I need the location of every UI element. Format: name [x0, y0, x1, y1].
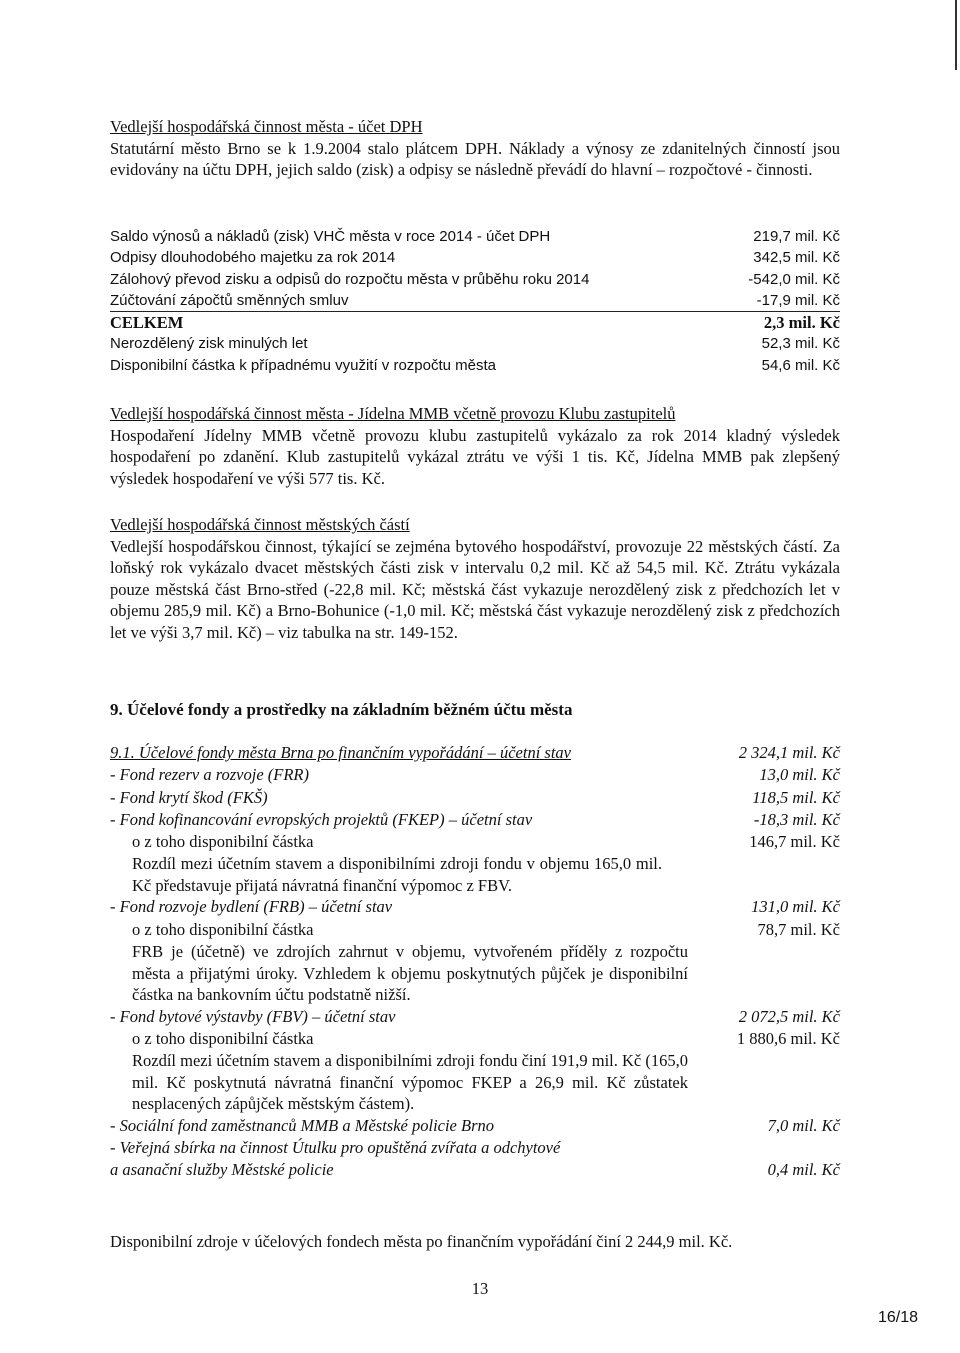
fund-disp-label: o z toho disponibilní částka	[132, 1028, 314, 1048]
fund-value: 13,0 mil. Kč	[759, 765, 840, 785]
fund-label: - Fond rozvoje bydlení (FRB) – účetní stav	[110, 897, 393, 917]
fund-disp-value: 1 880,6 mil. Kč	[736, 1028, 840, 1048]
dph-heading: Vedlejší hospodářská činnost města - účet DPH	[110, 117, 423, 136]
scan-edge-line	[955, 0, 957, 70]
dph-section	[110, 116, 840, 181]
fund-disp-label: o z toho disponibilní částka	[132, 919, 314, 939]
dph-row-value: -17,9 mil. Kč	[756, 291, 840, 309]
fund-row-vsb-line1	[110, 1137, 840, 1159]
funds-subheading-row	[110, 742, 840, 764]
dph-total-value: 2,3 mil. Kč	[763, 313, 840, 333]
jidelna-heading: Vedlejší hospodářská činnost města - Jídelna MMB včetně provozu Klubu zastupitelů	[110, 404, 676, 423]
fund-label: - Fond rezerv a rozvoje (FRR)	[110, 765, 310, 785]
dph-row	[110, 290, 840, 312]
fund-disp-label: o z toho disponibilní částka	[132, 832, 314, 852]
fund-row-frb-disp	[110, 919, 840, 941]
dph-row	[110, 269, 840, 290]
jidelna-section	[110, 403, 840, 489]
fund-row-frb	[110, 896, 840, 918]
funds-total-value: 2 324,1 mil. Kč	[738, 743, 840, 762]
fund-value: 2 072,5 mil. Kč	[738, 1006, 840, 1026]
dph-row-value: 52,3 mil. Kč	[761, 335, 840, 353]
dph-row-label: Zúčtování zápočtů směnných smluv	[110, 291, 349, 309]
fund-row-fbv-disp	[110, 1028, 840, 1050]
dph-row-label: Nerozdělený zisk minulých let	[110, 335, 308, 353]
fund-label: a asanační služby Městské policie	[110, 1160, 334, 1180]
casti-paragraph: Vedlejší hospodářskou činnost, týkající se zejména bytového hospodářství, provozuje 22 městských částí. Za loňský rok vykázalo dvacet městských části zisk v intervalu 0,2 mil. Kč až 54,5 mil. Kč. Ztrátu vykázala pouze městská část Brno-střed (-22,8 mil. Kč; městská část vykazuje nerozdělený zisk z předchozích let v objemu 285,9 mil. Kč) a Brno-Bohunice (-1,0 mil. Kč; městská část vykazuje nerozdělený zisk z předchozích let ve výši 3,7 mil. Kč) – viz tabulka na str. 149-152.	[110, 536, 840, 642]
jidelna-paragraph: Hospodaření Jídelny MMB včetně provozu klubu zastupitelů vykázalo za rok 2014 kladný výsledek hospodaření po zdanění. Klub zastupitelů vykázal ztrátu ve výši 1 tis. Kč, Jídelna MMB pak zlepšený výsledek hospodaření ve výši 577 tis. Kč.	[110, 425, 840, 488]
fund-label: - Fond bytové výstavby (FBV) – účetní stav	[110, 1006, 396, 1026]
fund-row-fbv	[110, 1006, 840, 1028]
dph-total-label: CELKEM	[110, 313, 184, 333]
fund-value: 131,0 mil. Kč	[751, 897, 840, 917]
fund-row-fkep-disp	[110, 831, 840, 853]
fund-row-fkep	[110, 809, 840, 831]
fund-row-frr	[110, 764, 840, 786]
fund-row-fks	[110, 787, 840, 809]
fund-label: - Sociální fond zaměstnanců MMB a Městské policie Brno	[110, 1115, 495, 1135]
fund-value: -18,3 mil. Kč	[753, 809, 840, 829]
dph-row-label: Disponibilní částka k případnému využití v rozpočtu města	[110, 356, 497, 374]
fund-label: - Veřejná sbírka na činnost Útulku pro opuštěná zvířata a odchytové	[110, 1137, 561, 1157]
sheet-number: 16/18	[877, 1309, 918, 1326]
fund-row-sfz	[110, 1115, 840, 1137]
dph-row	[110, 247, 840, 268]
dph-row	[110, 226, 840, 247]
fund-disp-value: 146,7 mil. Kč	[749, 832, 840, 852]
fund-disp-value: 78,7 mil. Kč	[757, 919, 840, 939]
funds-subheading: 9.1. Účelové fondy města Brna po finančním vypořádání – účetní stav	[110, 743, 571, 762]
dph-row-label: Odpisy dlouhodobého majetku za rok 2014	[110, 249, 396, 267]
dph-paragraph: Statutární město Brno se k 1.9.2004 stalo plátcem DPH. Náklady a výnosy ze zdanitelných činností jsou evidovány na účtu DPH, jejich saldo (zisk) a odpisy se následně převádí do hlavní – rozpočtové - činnosti.	[110, 138, 840, 179]
casti-heading: Vedlejší hospodářská činnost městských částí	[110, 515, 410, 534]
fund-value: 118,5 mil. Kč	[752, 787, 840, 807]
fund-label: - Fond krytí škod (FKŠ)	[110, 787, 268, 807]
dph-row-value: 342,5 mil. Kč	[753, 249, 840, 267]
fund-row-vsb	[110, 1159, 840, 1181]
dph-row-label: Saldo výnosů a nákladů (zisk) VHČ města v roce 2014 - účet DPH	[110, 228, 551, 245]
funds-list	[110, 742, 840, 1182]
dph-row	[110, 333, 840, 354]
dph-row-label: Zálohový převod zisku a odpisů do rozpočtu města v průběhu roku 2014	[110, 270, 590, 288]
fund-value: 0,4 mil. Kč	[767, 1160, 840, 1180]
dph-row-value: 219,7 mil. Kč	[753, 228, 840, 245]
dph-row-value: -542,0 mil. Kč	[748, 270, 840, 288]
dph-table	[110, 226, 840, 376]
funds-summary: Disponibilní zdroje v účelových fondech města po finančním vypořádání činí 2 244,9 mil. Kč.	[110, 1232, 733, 1251]
fund-note-fbv: Rozdíl mezi účetním stavem a disponibilními zdroji fondu činí 191,9 mil. Kč (165,0 mil. Kč poskytnutá návratná finanční výpomoc FKEP a 26,9 mil. Kč zůstatek nesplacených zápůjček městským částem).	[132, 1051, 688, 1114]
fund-label: - Fond kofinancování evropských projektů (FKEP) – účetní stav	[110, 809, 533, 829]
page-number: 13	[471, 1279, 489, 1298]
fund-note-fkep: Rozdíl mezi účetním stavem a disponibilními zdroji fondu v objemu 165,0 mil. Kč představuje přijatá návratná finanční výpomoc z FBV.	[132, 854, 662, 895]
dph-row	[110, 355, 840, 376]
dph-row-value: 54,6 mil. Kč	[761, 356, 840, 374]
fund-value: 7,0 mil. Kč	[767, 1115, 840, 1135]
casti-section	[110, 514, 840, 643]
section9-heading: 9. Účelové fondy a prostředky na základním běžném účtu města	[110, 700, 573, 719]
dph-total-row	[110, 312, 840, 333]
fund-note-frb: FRB je (účetně) ve zdrojích zahrnut v objemu, vytvořeném příděly z rozpočtu města a přijatými úroky. Vzhledem k objemu poskytnutých půjček je disponibilní částka na bankovním účtu podstatně nižší.	[132, 942, 688, 1005]
